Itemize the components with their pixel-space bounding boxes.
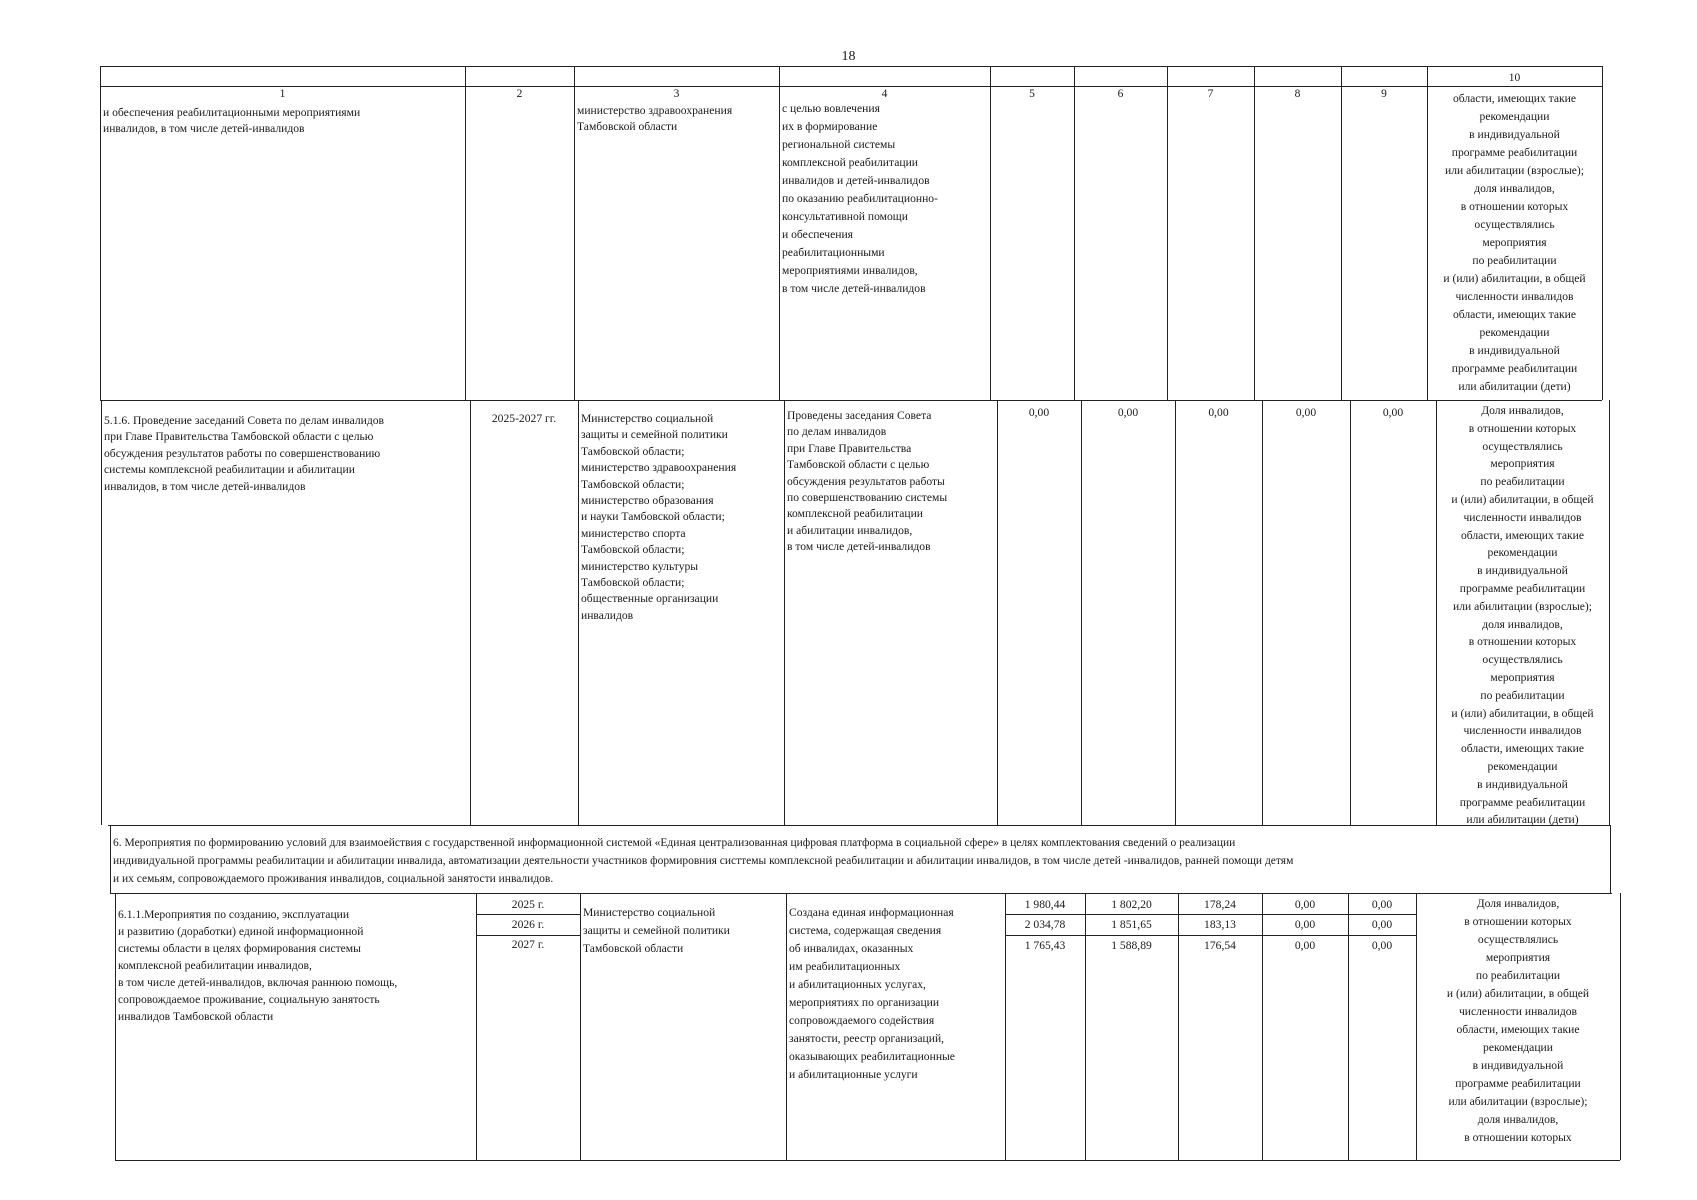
col-border [1081, 400, 1082, 825]
row-611-year-2027: 2027 г. [511, 938, 545, 951]
row-continued-col4: с целью вовлечения их в формирование региональной системы комплексной реабилитации инвалидов и детей-инвалидов по оказанию реабилитационно- консультативной помощи и обеспечения реабилитационными мероприятиями инвалидов, в том числе детей-инвалидов [782, 102, 938, 295]
row-516-value-7: 0,00 [1208, 406, 1229, 419]
col-header-10: 10 [1508, 72, 1521, 84]
row-611-2027-value-9: 0,00 [1371, 939, 1393, 952]
col-border [990, 66, 991, 400]
table-bottom-border [115, 1160, 1620, 1161]
col-border [1167, 66, 1168, 400]
row-divider [100, 400, 1602, 401]
row-611-2027-value-6: 1 588,89 [1111, 939, 1152, 952]
row-611-year-2025: 2025 г. [511, 898, 545, 911]
page-number: 18 [841, 49, 856, 64]
col-border [465, 66, 466, 400]
row-516-col3: Министерство социальной защиты и семейной политики Тамбовской области; министерство здравоохранения Тамбовской области; министерство образования и науки Тамбовской области; министерство спорта Тамбовской области; министерство культуры Тамбовской области; общественные организации инвалидов [581, 412, 737, 622]
row-continued-col3: министерство здравоохранения Тамбовской области [577, 104, 733, 134]
row-611-2025-value-9: 0,00 [1371, 898, 1393, 911]
col-border [1609, 400, 1610, 825]
col-border [470, 400, 471, 825]
row-611-2025-value-7: 178,24 [1204, 898, 1236, 911]
row-611-col1: 6.1.1.Мероприятия по созданию, эксплуатации и развитию (доработки) единой информационной системы области в целях формирования системы комплексной реабилитации инвалидов, в том числе детей-инвалидов, включая раннюю помощь, сопровождаемое проживание, социальную занятость инвалидов Тамбовской области [118, 908, 398, 1023]
col-header-3: 3 [673, 88, 680, 100]
row-611-2026-value-8: 0,00 [1294, 918, 1316, 931]
row-continued-col10: области, имеющих такие рекомендации в индивидуальной программе реабилитации или абилитации (взрослые); доля инвалидов, в отношении которых осуществлялись мероприятия по реабилитации и (или) абилитации, в общей численности инвалидов области, имеющих такие рекомендации в индивидуальной программе реабилитации или абилитации (дети) [1443, 92, 1586, 393]
row-516-col10: Доля инвалидов, в отношении которых осуществлялись мероприятия по реабилитации и (или) абилитации, в общей численности инвалидов области, имеющих такие рекомендации в индивидуальной программе реабилитации или абилитации (взрослые); доля инвалидов, в отношении которых осуществлялись мероприятия по реабилитации и (или) абилитации, в общей численности инвалидов области, имеющих такие рекомендации в индивидуальной программе реабилитации или абилитации (дети) [1451, 404, 1594, 827]
col-header-8: 8 [1294, 88, 1301, 100]
section-divider [110, 893, 1612, 894]
table-top-border [100, 66, 1602, 67]
row-611-year-2026: 2026 г. [511, 918, 545, 931]
col-header-7: 7 [1207, 88, 1214, 100]
col-header-1: 1 [279, 88, 286, 100]
col-border [1610, 825, 1611, 893]
row-611-col4: Создана единая информационная система, содержащая сведения об инвалидах, оказанных им реабилитационных и абилитационных услугах, мероприятиях по организации сопровождаемого содействия занятости, реестр организаций, оказывающих реабилитационные и абилитационные услуги [789, 906, 955, 1081]
col-header-6: 6 [1117, 88, 1124, 100]
row-continued-col1: и обеспечения реабилитационными мероприятиями инвалидов, в том числе детей-инвалидов [103, 106, 361, 136]
col-header-2: 2 [516, 88, 523, 100]
row-611-col10: Доля инвалидов, в отношении которых осуществлялись мероприятия по реабилитации и (или) абилитации, в общей численности инвалидов области, имеющих такие рекомендации в индивидуальной программе реабилитации или абилитации (взрослые); доля инвалидов, в отношении которых [1446, 897, 1590, 1144]
row-516-col1: 5.1.6. Проведение заседаний Совета по делам инвалидов при Главе Правительства Тамбовской области с целью обсуждения результатов работы по совершенствованию системы комплексной реабилитации и абилитации инвалидов, в том числе детей-инвалидов [104, 414, 384, 493]
col-header-9: 9 [1381, 88, 1387, 100]
row-611-2026-value-9: 0,00 [1371, 918, 1393, 931]
row-611-2027-value-8: 0,00 [1294, 939, 1316, 952]
row-516-period: 2025-2027 гг. [491, 412, 557, 425]
col-border [1350, 400, 1351, 825]
year-divider [476, 935, 580, 936]
row-516-value-8: 0,00 [1295, 406, 1317, 419]
row-611-2027-value-7: 176,54 [1204, 939, 1236, 952]
row-516-value-9: 0,00 [1382, 406, 1404, 419]
col-header-5: 5 [1029, 88, 1035, 100]
year-divider [1005, 914, 1416, 915]
row-516-value-5: 0,00 [1028, 406, 1050, 419]
col-border [1620, 893, 1621, 1160]
year-divider [476, 914, 580, 915]
row-611-2026-value-7: 183,13 [1204, 918, 1236, 931]
col-border [997, 400, 998, 825]
section-6-heading: 6. Мероприятия по формированию условий для взаимоействия с государственной информационной системой «Единая централизованная цифровая платформа в социальной сфере» в целях комплектования сведений о реализации индивидуальной программы реабилитации и абилитации инвалида, автоматизации деятельности участников формировния систтемы комплексной реабилитации и абилитации инвалидов, в том числе детей -инвалидов, ранней помощи детям и их семьям, сопровождаемого проживания инвалидов, социальной занятости инвалидов. [113, 837, 1294, 885]
row-611-2027-value-5: 1 765,43 [1024, 939, 1066, 952]
row-611-2025-value-6: 1 802,20 [1111, 898, 1152, 911]
row-611-2026-value-6: 1 851,65 [1111, 918, 1152, 931]
row-611-2025-value-8: 0,00 [1294, 898, 1316, 911]
col-border [1074, 66, 1075, 400]
col-border [1262, 400, 1263, 825]
col-header-4: 4 [881, 88, 888, 100]
row-611-col3: Министерство социальной защиты и семейной политики Тамбовской области [583, 906, 730, 955]
row-516-col4: Проведены заседания Совета по делам инвалидов при Главе Правительства Тамбовской области с целью обсуждения результатов работы по совершенствованию системы комплексной реабилитации и абилитации инвалидов, в том числе детей-инвалидов [787, 409, 948, 554]
year-divider [1005, 935, 1416, 936]
col-border [1175, 400, 1176, 825]
row-611-2025-value-5: 1 980,44 [1024, 898, 1066, 911]
col-border [1341, 66, 1342, 400]
col-border [1254, 66, 1255, 400]
row-611-2026-value-5: 2 034,78 [1024, 918, 1066, 931]
col-border [1602, 66, 1603, 400]
row-516-value-6: 0,00 [1117, 406, 1139, 419]
row-divider [108, 825, 1610, 826]
